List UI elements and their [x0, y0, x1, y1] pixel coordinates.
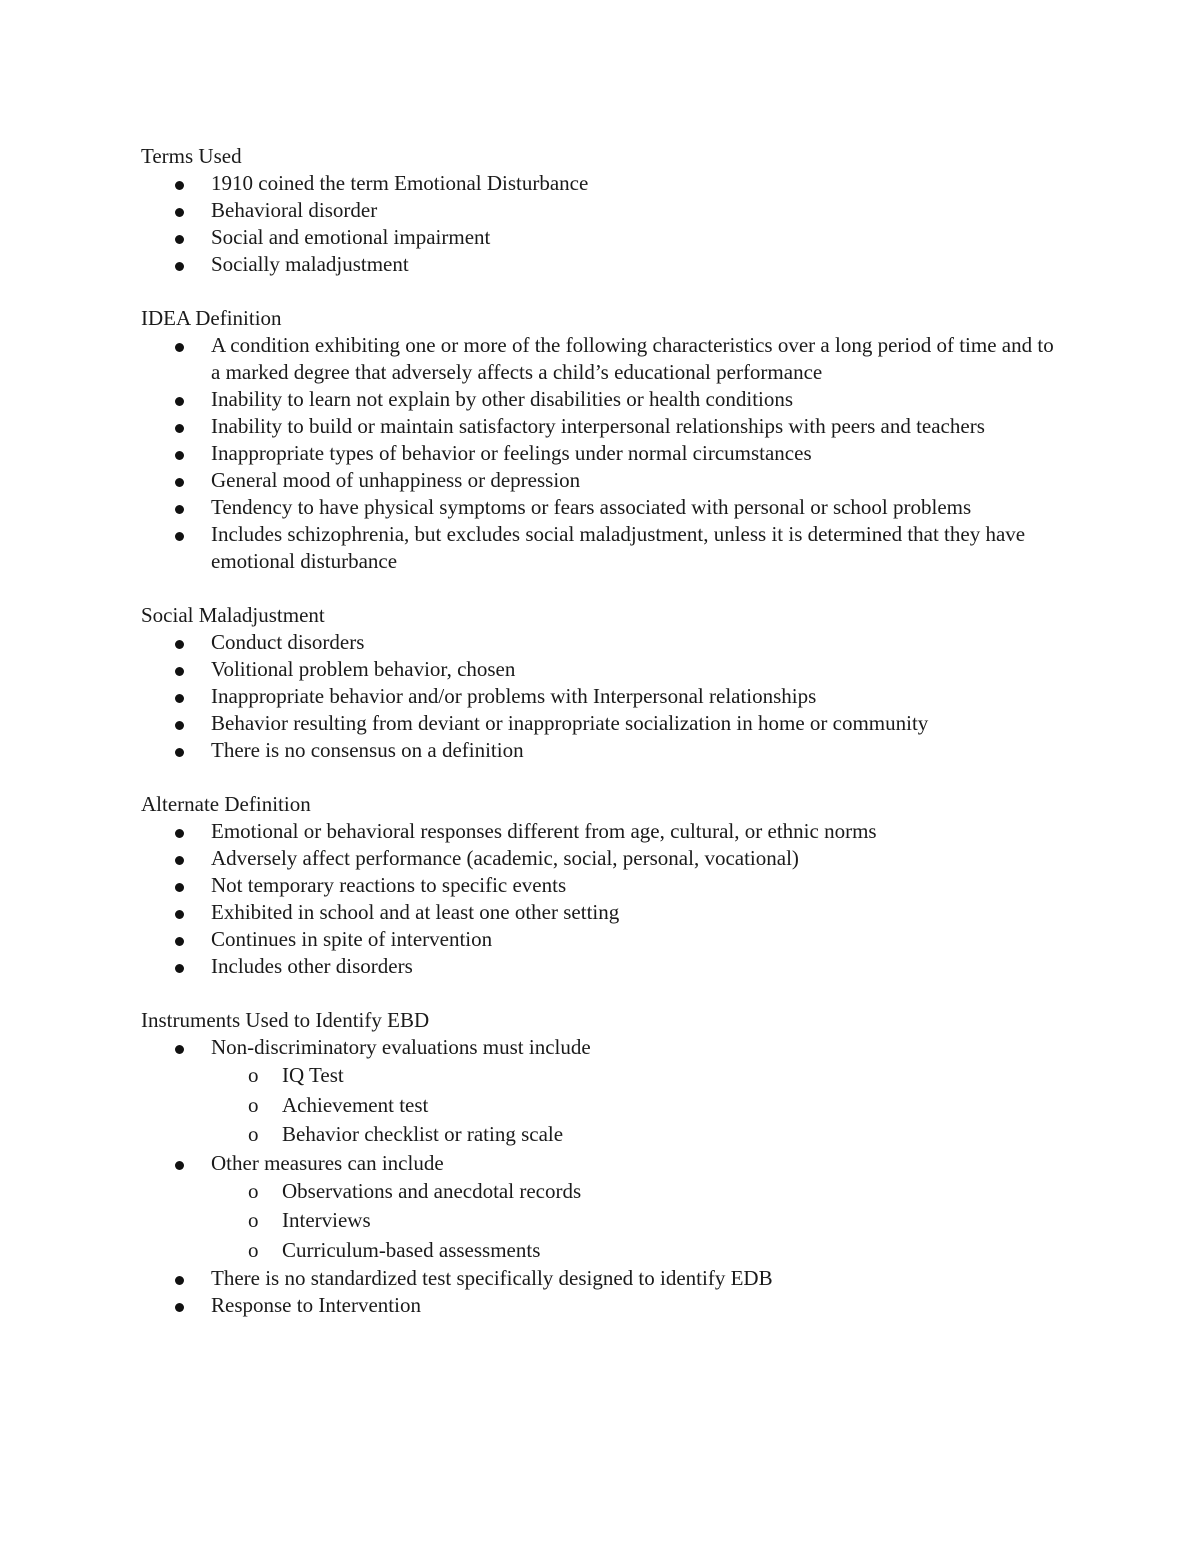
sub-list-item	[248, 1120, 1061, 1150]
list-item-text: Inappropriate types of behavior or feelings under normal circumstances	[211, 441, 812, 465]
bullet-icon	[175, 478, 184, 487]
bullet-icon	[175, 829, 184, 838]
list-item-text: Non-discriminatory evaluations must include	[211, 1035, 591, 1059]
sub-list-item	[248, 1061, 1061, 1091]
document-page	[141, 143, 1061, 1346]
bullet-icon	[175, 694, 184, 703]
list-item-text: Inability to build or maintain satisfactory interpersonal relationships with peers and teachers	[211, 414, 985, 438]
list-item-text: There is no standardized test specifically designed to identify EDB	[211, 1266, 773, 1290]
list-item	[211, 953, 1061, 980]
list-item-text: Inability to learn not explain by other disabilities or health conditions	[211, 387, 794, 411]
bullet-icon	[175, 856, 184, 865]
list-item-text: Adversely affect performance (academic, social, personal, vocational)	[211, 846, 799, 870]
section-heading: Terms Used	[141, 144, 242, 168]
section	[141, 602, 1061, 764]
list-item	[211, 656, 1061, 683]
bullet-icon	[175, 721, 184, 730]
bullet-icon	[175, 424, 184, 433]
list-item	[211, 467, 1061, 494]
list-item	[211, 629, 1061, 656]
hollow-bullet-icon: o	[248, 1178, 259, 1203]
bullet-list	[141, 170, 1061, 278]
bullet-list	[141, 629, 1061, 764]
list-item-text: Conduct disorders	[211, 630, 365, 654]
list-item	[211, 386, 1061, 413]
list-item	[211, 1034, 1061, 1150]
list-item	[211, 710, 1061, 737]
list-item	[211, 494, 1061, 521]
list-item	[211, 683, 1061, 710]
sub-list-item	[248, 1091, 1061, 1121]
sub-list-item-text: Interviews	[282, 1208, 371, 1232]
list-item	[211, 1292, 1061, 1319]
list-item-text: Behavior resulting from deviant or inappropriate socialization in home or community	[211, 711, 929, 735]
bullet-icon	[175, 910, 184, 919]
list-item	[211, 440, 1061, 467]
bullet-icon	[175, 640, 184, 649]
hollow-bullet-icon: o	[248, 1237, 259, 1262]
list-item-text: Behavioral disorder	[211, 198, 378, 222]
list-item-text: Social and emotional impairment	[211, 225, 491, 249]
list-item	[211, 521, 1061, 575]
bullet-icon	[175, 667, 184, 676]
sub-bullet-list	[211, 1177, 1061, 1266]
bullet-icon	[175, 532, 184, 541]
list-item	[211, 1150, 1061, 1266]
bullet-icon	[175, 1276, 184, 1285]
section-heading: IDEA Definition	[141, 306, 282, 330]
bullet-icon	[175, 397, 184, 406]
hollow-bullet-icon: o	[248, 1208, 259, 1232]
sub-list-item-text: Behavior checklist or rating scale	[282, 1122, 564, 1146]
bullet-icon	[175, 451, 184, 460]
sub-list-item	[248, 1206, 1061, 1236]
bullet-icon	[175, 181, 184, 190]
list-item-text: Exhibited in school and at least one other setting	[211, 900, 620, 924]
bullet-icon	[175, 1303, 184, 1312]
list-item-text: General mood of unhappiness or depression	[211, 468, 581, 492]
sub-list-item	[248, 1236, 1061, 1266]
list-item-text: 1910 coined the term Emotional Disturbance	[211, 171, 589, 195]
hollow-bullet-icon: o	[248, 1063, 259, 1087]
hollow-bullet-icon: o	[248, 1122, 259, 1146]
bullet-list	[141, 818, 1061, 980]
bullet-icon	[175, 748, 184, 757]
sub-list-item	[248, 1177, 1061, 1207]
sub-list-item-text: IQ Test	[282, 1063, 344, 1087]
list-item	[211, 1265, 1061, 1292]
section-heading: Instruments Used to Identify EBD	[141, 1008, 430, 1032]
section-heading: Social Maladjustment	[141, 603, 325, 627]
list-item	[211, 737, 1061, 764]
section	[141, 143, 1061, 278]
list-item	[211, 899, 1061, 926]
bullet-icon	[175, 883, 184, 892]
list-item	[211, 224, 1061, 251]
bullet-list	[141, 332, 1061, 575]
list-item	[211, 818, 1061, 845]
list-item-text: Emotional or behavioral responses different from age, cultural, or ethnic norms	[211, 819, 877, 843]
list-item	[211, 197, 1061, 224]
section	[141, 305, 1061, 575]
bullet-list	[141, 1034, 1061, 1319]
hollow-bullet-icon: o	[248, 1092, 259, 1117]
bullet-icon	[175, 505, 184, 514]
list-item-text: There is no consensus on a definition	[211, 738, 524, 762]
list-item	[211, 332, 1061, 386]
list-item	[211, 845, 1061, 872]
section-heading: Alternate Definition	[141, 792, 311, 816]
list-item-text: Response to Intervention	[211, 1293, 421, 1317]
section	[141, 791, 1061, 980]
section	[141, 1007, 1061, 1319]
list-item-text: Tendency to have physical symptoms or fears associated with personal or school problems	[211, 495, 972, 519]
list-item	[211, 926, 1061, 953]
list-item-text: Socially maladjustment	[211, 252, 409, 276]
bullet-icon	[175, 1045, 184, 1054]
list-item-text: Includes schizophrenia, but excludes social maladjustment, unless it is determined that they have emotional disturbance	[211, 522, 1026, 573]
sub-list-item-text: Achievement test	[282, 1092, 429, 1117]
bullet-icon	[175, 937, 184, 946]
bullet-icon	[175, 208, 184, 217]
bullet-icon	[175, 964, 184, 973]
bullet-icon	[175, 235, 184, 244]
list-item	[211, 872, 1061, 899]
list-item-text: A condition exhibiting one or more of the following characteristics over a long period of time and to a marked degree that adversely affects a child’s educational performance	[211, 333, 1054, 384]
list-item	[211, 251, 1061, 278]
list-item	[211, 170, 1061, 197]
list-item-text: Not temporary reactions to specific events	[211, 873, 567, 897]
list-item-text: Other measures can include	[211, 1150, 444, 1175]
sub-list-item-text: Curriculum-based assessments	[282, 1237, 541, 1262]
bullet-icon	[175, 1161, 184, 1170]
sub-list-item-text: Observations and anecdotal records	[282, 1178, 582, 1203]
bullet-icon	[175, 343, 184, 352]
list-item-text: Includes other disorders	[211, 954, 413, 978]
sub-bullet-list	[211, 1061, 1061, 1150]
list-item-text: Continues in spite of intervention	[211, 927, 493, 951]
list-item-text: Volitional problem behavior, chosen	[211, 657, 516, 681]
list-item	[211, 413, 1061, 440]
list-item-text: Inappropriate behavior and/or problems with Interpersonal relationships	[211, 684, 817, 708]
bullet-icon	[175, 262, 184, 271]
